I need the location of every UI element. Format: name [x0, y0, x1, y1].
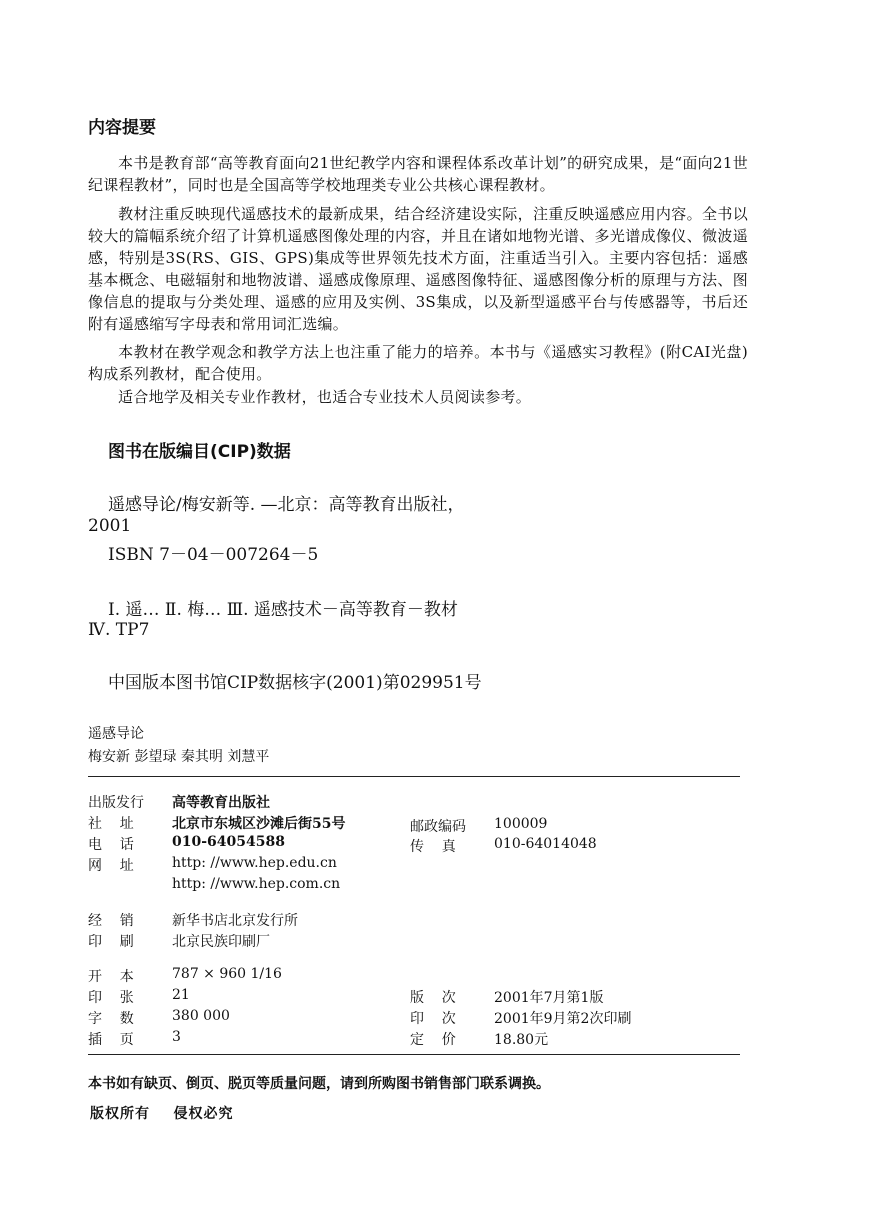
- summary-heading: 内容提要: [88, 118, 156, 138]
- website-label: 网 址: [88, 858, 134, 874]
- cip-isbn: ISBN 7－04－007264－5: [108, 545, 319, 565]
- plates-label: 插 页: [88, 1032, 134, 1048]
- format-value: 787 × 960 1/16: [172, 966, 282, 982]
- divider: [88, 1054, 740, 1055]
- printing-label: 印 次: [410, 1011, 456, 1027]
- summary-paragraph: 教材注重反映现代遥感技术的最新成果，结合经济建设实际，注重反映遥感应用内容。全书以较大的篇幅系统介绍了计算机遥感图像处理的内容，并且在诸如地物光谱、多光谱成像仪、微波遥感，特别是3S(RS、GIS、GPS)集成等世界领先技术方面，注重适当引入。主要内容包括：遥感基本概念、电磁辐射和地物波谱、遥感成像原理、遥感图像特征、遥感图像分析的原理与方法、图像信息的提取与分类处理、遥感的应用及实例、3S集成，以及新型遥感平台与传感器等，书后还附有遥感缩写字母表和常用词汇选编。: [88, 205, 748, 333]
- distributor-label: 经 销: [88, 913, 134, 929]
- postcode-label: 邮政编码: [410, 819, 466, 835]
- cip-classification: Ⅳ. TP7: [88, 620, 150, 640]
- postcode-value: 100009: [494, 816, 548, 832]
- fax-label: 传 真: [410, 839, 456, 855]
- cip-heading: 图书在版编目(CIP)数据: [108, 442, 291, 462]
- cip-record-number: 中国版本图书馆CIP数据核字(2001)第029951号: [108, 673, 482, 693]
- phone-label: 电 话: [88, 837, 134, 853]
- cip-year: 2001: [88, 516, 132, 536]
- address-label: 社 址: [88, 816, 134, 832]
- format-label: 开 本: [88, 969, 134, 985]
- website-url: http: //www.hep.com.cn: [172, 876, 341, 892]
- printing-value: 2001年9月第2次印刷: [494, 1011, 632, 1027]
- summary-paragraph: 本教材在教学观念和教学方法上也注重了能力的培养。本书与《遥感实习教程》(附CAI光盘)构成系列教材，配合使用。: [88, 343, 748, 383]
- word-count-label: 字 数: [88, 1011, 134, 1027]
- website-url: http: //www.hep.edu.cn: [172, 855, 337, 871]
- address-value: 北京市东城区沙滩后街55号: [172, 816, 346, 832]
- sheets-label: 印 张: [88, 990, 134, 1006]
- printer-value: 北京民族印刷厂: [172, 934, 270, 950]
- publisher-value: 高等教育出版社: [172, 795, 270, 811]
- book-title: 遥感导论: [88, 726, 144, 742]
- quality-notice: 本书如有缺页、倒页、脱页等质量问题，请到所购图书销售部门联系调换。: [88, 1076, 550, 1092]
- edition-value: 2001年7月第1版: [494, 990, 604, 1006]
- divider: [88, 776, 740, 777]
- publisher-label: 出版发行: [88, 795, 144, 811]
- cip-line: 遥感导论/梅安新等. —北京：高等教育出版社，: [108, 495, 465, 515]
- sheets-value: 21: [172, 987, 190, 1003]
- fax-value: 010-64014048: [494, 836, 597, 852]
- copyright-notice: 版权所有 侵权必究: [90, 1106, 234, 1122]
- book-authors: 梅安新 彭望琭 秦其明 刘慧平: [88, 749, 270, 765]
- price-value: 18.80元: [494, 1032, 549, 1048]
- cip-classification: Ⅰ. 遥… Ⅱ. 梅… Ⅲ. 遥感技术－高等教育－教材: [108, 600, 458, 620]
- price-label: 定 价: [410, 1032, 456, 1048]
- printer-label: 印 刷: [88, 934, 134, 950]
- plates-value: 3: [172, 1029, 181, 1045]
- word-count-value: 380 000: [172, 1008, 230, 1024]
- distributor-value: 新华书店北京发行所: [172, 913, 298, 929]
- summary-paragraph: 本书是教育部“高等教育面向21世纪教学内容和课程体系改革计划”的研究成果，是“面向21世纪课程教材”，同时也是全国高等学校地理类专业公共核心课程教材。: [88, 154, 748, 194]
- phone-value: 010-64054588: [172, 834, 285, 850]
- summary-paragraph: 适合地学及相关专业作教材，也适合专业技术人员阅读参考。: [118, 388, 532, 406]
- edition-label: 版 次: [410, 990, 456, 1006]
